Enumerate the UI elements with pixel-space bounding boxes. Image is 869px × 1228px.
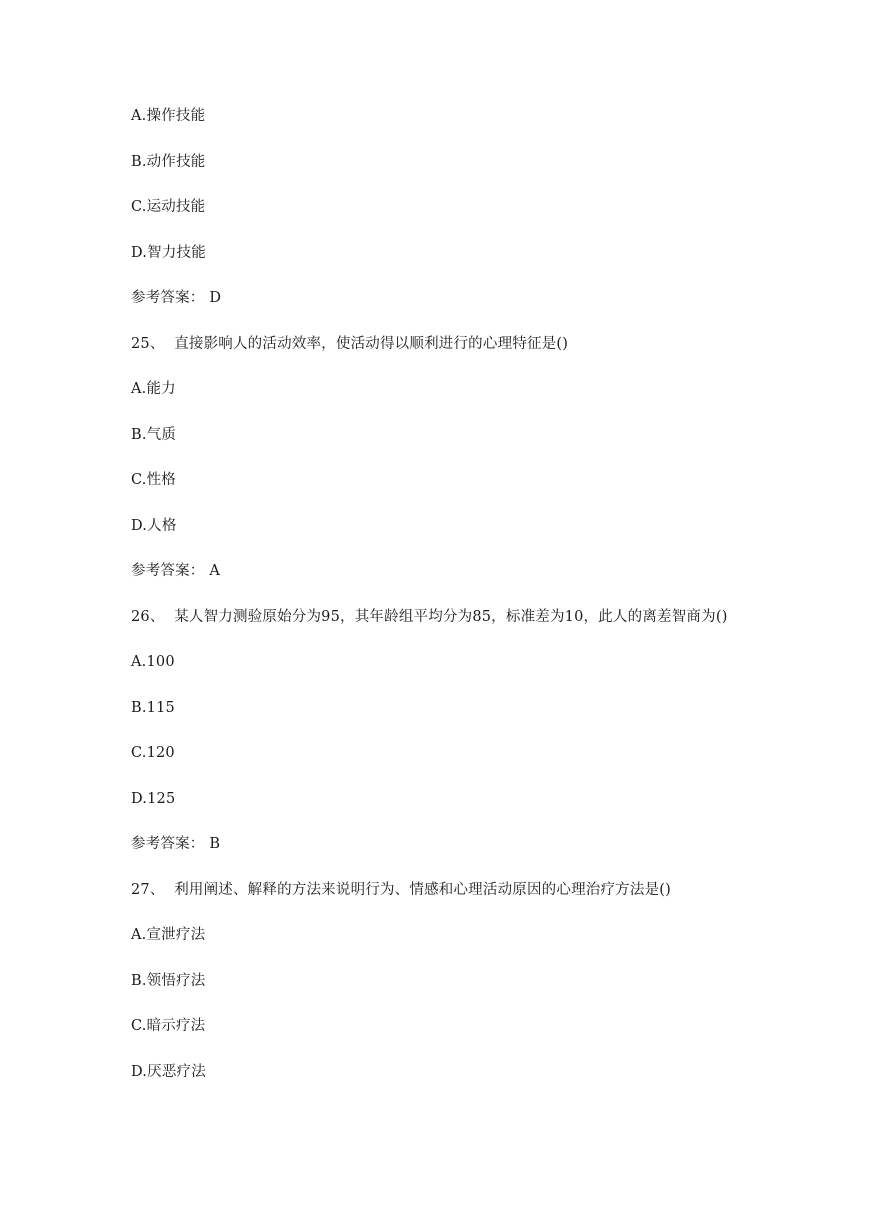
- answer-value: B: [209, 836, 221, 852]
- option-a: A.100: [131, 654, 175, 670]
- answer-line: [131, 834, 220, 854]
- option-b: B.气质: [131, 427, 177, 443]
- answer-value: D: [209, 290, 222, 306]
- question-number: 26、: [131, 609, 165, 625]
- option-c: C.120: [131, 745, 175, 761]
- option-b: B.动作技能: [131, 154, 206, 170]
- answer-line: [131, 561, 220, 581]
- option-a: A.能力: [131, 381, 176, 397]
- question-text: 直接影响人的活动效率，使活动得以顺利进行的心理特征是(): [174, 336, 569, 352]
- answer-value: A: [209, 563, 220, 579]
- question-number: 27、: [131, 882, 165, 898]
- option-d: D.125: [131, 791, 176, 807]
- question-stem: [131, 334, 568, 354]
- question-stem: [131, 607, 728, 627]
- answer-label: 参考答案：: [131, 836, 205, 852]
- question-text: 利用阐述、解释的方法来说明行为、情感和心理活动原因的心理治疗方法是(): [174, 882, 671, 898]
- option-d: D.厌恶疗法: [131, 1064, 206, 1080]
- answer-line: [131, 288, 221, 308]
- question-number: 25、: [131, 336, 165, 352]
- option-d: D.智力技能: [131, 245, 206, 261]
- answer-label: 参考答案：: [131, 563, 205, 579]
- option-c: C.暗示疗法: [131, 1018, 206, 1034]
- answer-label: 参考答案：: [131, 290, 205, 306]
- option-c: C.性格: [131, 472, 176, 488]
- option-b: B.领悟疗法: [131, 973, 206, 989]
- question-stem: [131, 880, 671, 900]
- option-a: A.宣泄疗法: [131, 927, 206, 943]
- option-d: D.人格: [131, 518, 177, 534]
- question-text: 某人智力测验原始分为95，其年龄组平均分为85，标准差为10，此人的离差智商为(): [174, 609, 728, 625]
- option-a: A.操作技能: [131, 108, 206, 124]
- option-b: B.115: [131, 700, 175, 716]
- option-c: C.运动技能: [131, 199, 206, 215]
